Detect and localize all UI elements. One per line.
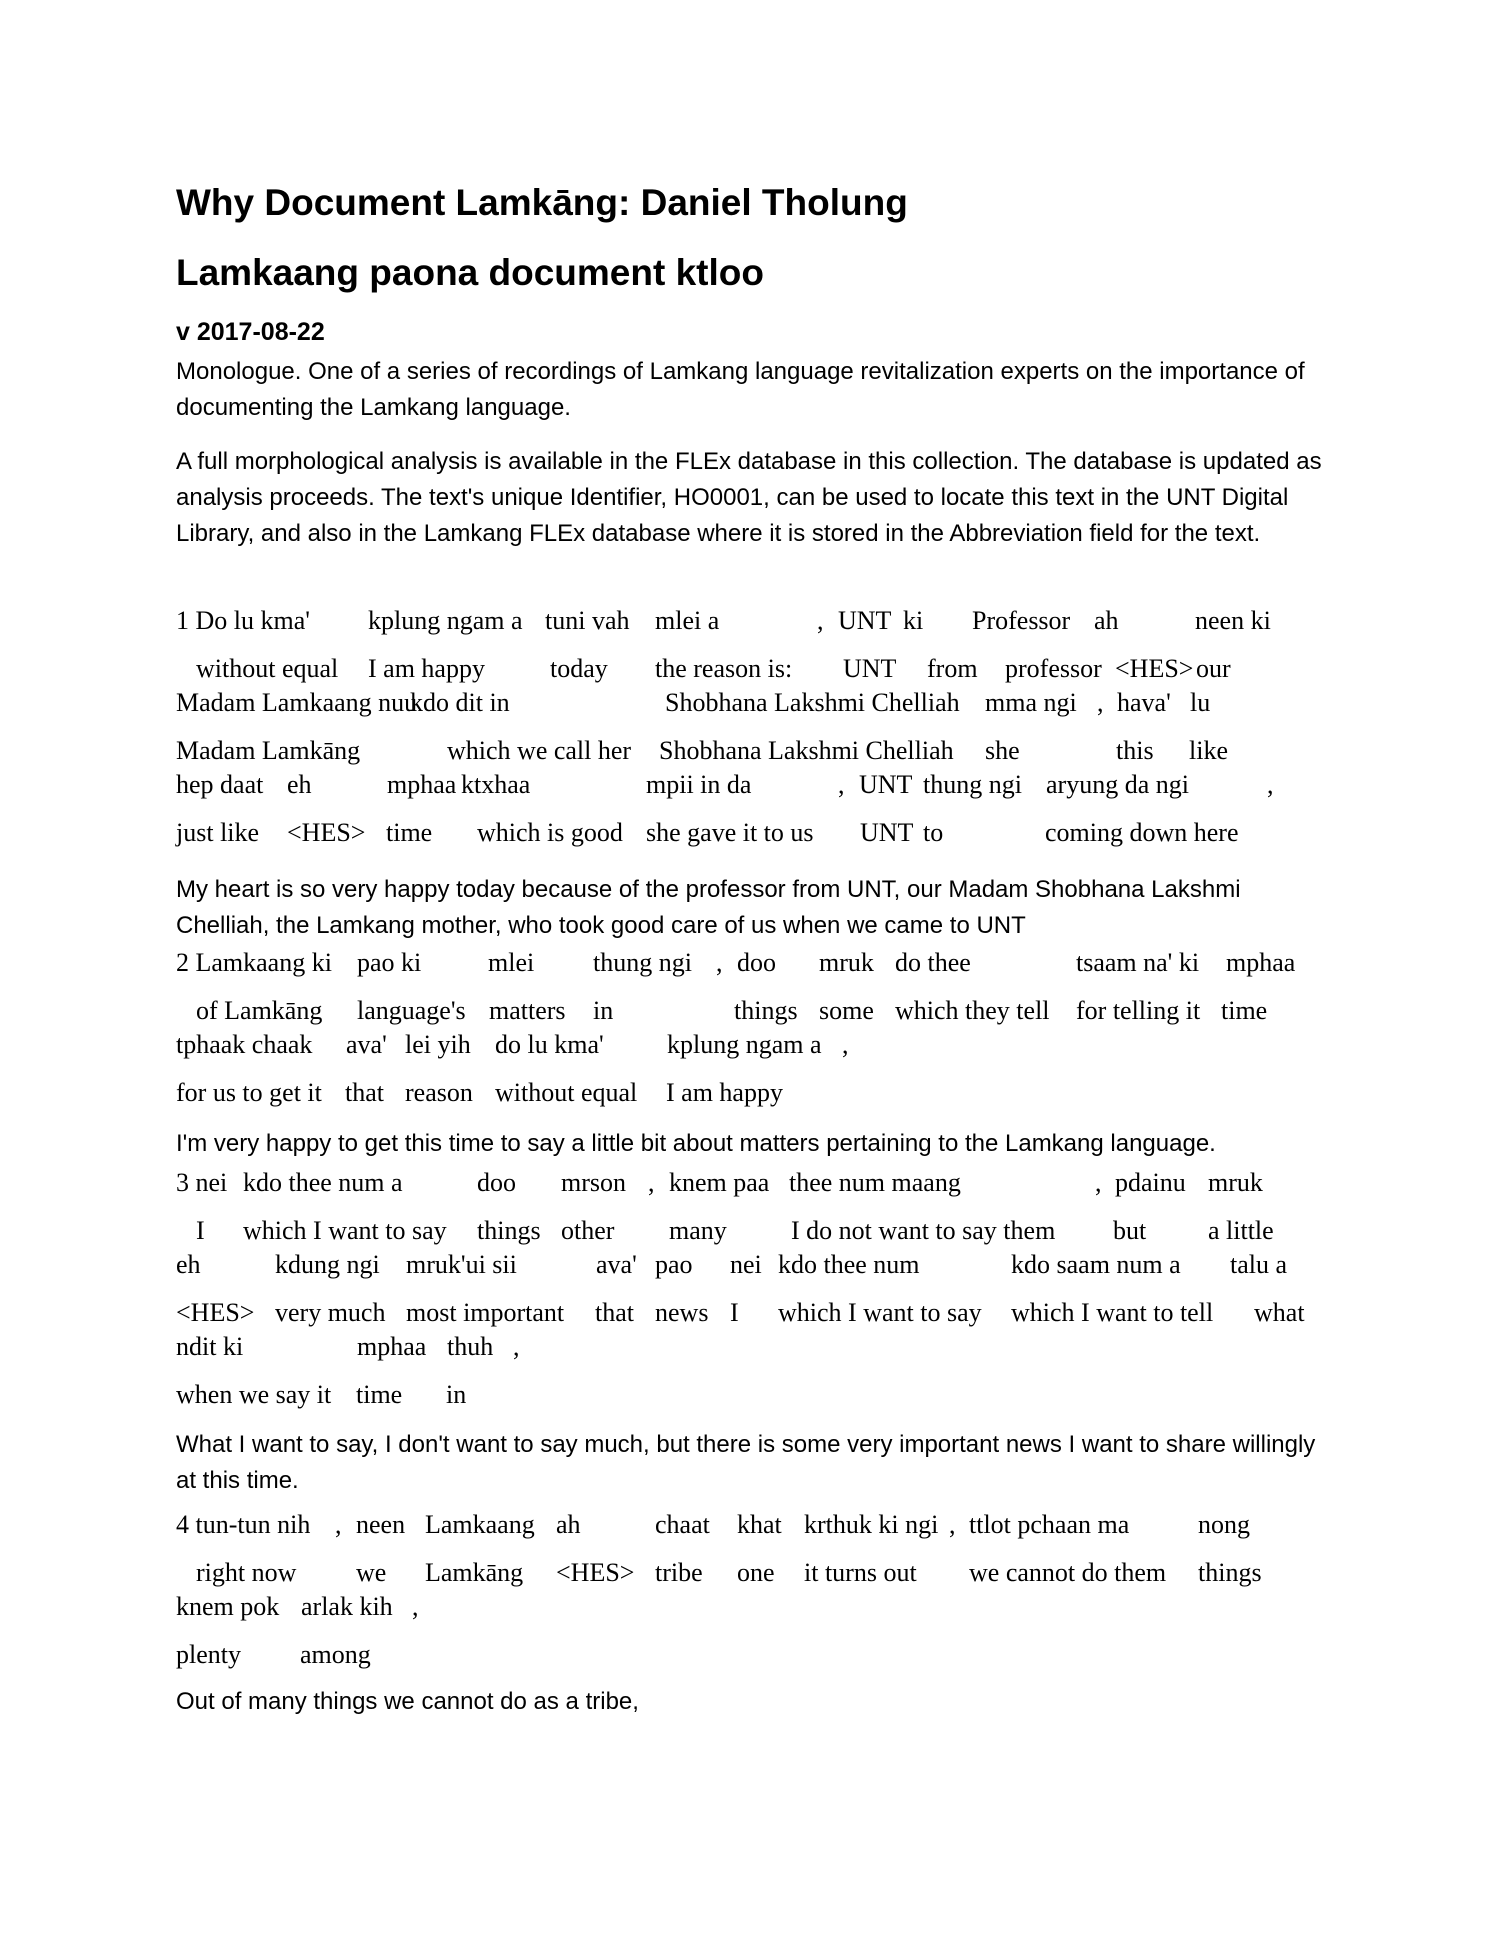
gloss-word: other (561, 1216, 615, 1245)
lamkang-word: ktxhaa (461, 770, 531, 799)
gloss-word: that (345, 1078, 384, 1107)
lamkang-word: thee num maang (789, 1168, 961, 1197)
lamkang-word: kdo saam num a (1011, 1250, 1181, 1279)
gloss-word: right now (196, 1558, 297, 1587)
gloss-word: <HES> (176, 1298, 255, 1327)
lamkang-word: mphaa (357, 1332, 427, 1361)
lamkang-word: mruk'ui sii (406, 1250, 517, 1279)
lamkang-word: kdo thee num a (243, 1168, 403, 1197)
version-label: v 2017-08-22 (176, 318, 325, 346)
gloss-word: I am happy (666, 1078, 783, 1107)
lamkang-word: eh (176, 1250, 201, 1279)
lamkang-word: , (842, 1030, 849, 1059)
lamkang-word: mlei a (655, 606, 720, 635)
lamkang-word: knem pok (176, 1592, 280, 1621)
gloss-word: one (737, 1558, 775, 1587)
lamkang-word: mphaa (1226, 948, 1296, 977)
gloss-word: things (477, 1216, 541, 1245)
gloss-word: which I want to say (243, 1216, 447, 1245)
lamkang-word: , (817, 606, 824, 635)
lamkang-word: hava' (1117, 688, 1171, 717)
gloss-word: we cannot do them (969, 1558, 1167, 1587)
gloss-word: among (300, 1640, 371, 1669)
lamkang-word: pao (655, 1250, 693, 1279)
lamkang-word: thuh (447, 1332, 494, 1361)
lamkang-word: ah (1094, 606, 1119, 635)
lamkang-word: kplung ngam a (667, 1030, 822, 1059)
lamkang-word: UNT (859, 770, 913, 799)
gloss-word: it turns out (804, 1558, 917, 1587)
gloss-word: <HES> (556, 1558, 635, 1587)
lamkang-word: , (838, 770, 845, 799)
gloss-word: reason (405, 1078, 473, 1107)
gloss-word: I (730, 1298, 739, 1327)
lamkang-word: , (716, 948, 723, 977)
gloss-word: I am happy (368, 654, 485, 683)
gloss-word: language's (357, 996, 466, 1025)
lamkang-word: mrson (561, 1168, 626, 1197)
lamkang-word: neen ki (1195, 606, 1271, 635)
gloss-word: time (356, 1380, 403, 1409)
gloss-word: Madam Lamkāng (176, 736, 361, 765)
gloss-word: <HES> (1115, 654, 1194, 683)
gloss-word: which they tell (895, 996, 1050, 1025)
lamkang-word: tphaak chaak (176, 1030, 313, 1059)
lamkang-word: UNT (838, 606, 892, 635)
lamkang-word: lei yih (405, 1030, 471, 1059)
gloss-word: without equal (495, 1078, 638, 1107)
gloss-word: a little (1208, 1216, 1274, 1245)
gloss-word: to (923, 818, 944, 847)
gloss-word: which is good (477, 818, 623, 847)
lamkang-word: hep daat (176, 770, 264, 799)
free-translation: Out of many things we cannot do as a tribe, (176, 1688, 639, 1715)
lamkang-word: doo (477, 1168, 516, 1197)
gloss-word: which I want to say (778, 1298, 982, 1327)
free-translation: I'm very happy to get this time to say a little bit about matters pertaining to the Lamkang language. (176, 1130, 1216, 1157)
lamkang-word: Lamkaang (425, 1510, 535, 1539)
gloss-word: some (819, 996, 874, 1025)
lamkang-word: 1 Do lu kma' (176, 606, 310, 635)
lamkang-word: , (1095, 1168, 1102, 1197)
lamkang-word: , (1267, 770, 1274, 799)
lamkang-word: kplung ngam a (368, 606, 523, 635)
lamkang-word: 4 tun-tun nih (176, 1510, 311, 1539)
gloss-word: she gave it to us (646, 818, 814, 847)
gloss-word: which I want to tell (1011, 1298, 1214, 1327)
lamkang-word: eh (287, 770, 312, 799)
gloss-word: very much (275, 1298, 386, 1327)
gloss-word: tribe (655, 1558, 703, 1587)
gloss-word: I do not want to say them (791, 1216, 1056, 1245)
lamkang-word: lu (1190, 688, 1211, 717)
gloss-word: UNT (843, 654, 897, 683)
lamkang-word: ttlot pchaan ma (969, 1510, 1130, 1539)
gloss-word: what (1254, 1298, 1305, 1327)
lamkang-word: mruk (819, 948, 874, 977)
gloss-word: today (550, 654, 608, 683)
gloss-word: professor (1005, 654, 1102, 683)
lamkang-word: kdo dit in (410, 688, 510, 717)
lamkang-word: ah (556, 1510, 581, 1539)
gloss-word: of Lamkāng (196, 996, 323, 1025)
lamkang-word: , (335, 1510, 342, 1539)
intro-paragraph: Monologue. One of a series of recordings of Lamkang language revitalization experts on the importance of documenting the Lamkang language. (176, 358, 1305, 421)
lamkang-word: knem paa (669, 1168, 770, 1197)
lamkang-word: 2 Lamkaang ki (176, 948, 332, 977)
lamkang-word: kdung ngi (275, 1250, 380, 1279)
lamkang-word: chaat (655, 1510, 710, 1539)
intro-paragraph: A full morphological analysis is available in the FLEx database in this collection. The database is updated as analysis proceeds. The text's unique Identifier, HO0001, can be used to locate this text in the UNT Digital Library, and also in the Lamkang FLEx database where it is stored in the Abbreviation field for the text. (176, 448, 1322, 547)
gloss-word: that (595, 1298, 634, 1327)
lamkang-word: arlak kih (301, 1592, 393, 1621)
lamkang-word: thung ngi (593, 948, 692, 977)
lamkang-word: thung ngi (923, 770, 1022, 799)
gloss-word: I (196, 1216, 205, 1245)
lamkang-word: mpii in da (646, 770, 752, 799)
gloss-word: many (669, 1216, 727, 1245)
free-translation: What I want to say, I don't want to say much, but there is some very important news I want to share willingly at this time. (176, 1431, 1316, 1494)
gloss-word: from (927, 654, 978, 683)
gloss-word: when we say it (176, 1380, 332, 1409)
document-subtitle: Lamkaang paona document ktloo (176, 252, 764, 293)
gloss-word: plenty (176, 1640, 241, 1669)
gloss-word: UNT (860, 818, 914, 847)
lamkang-word: ava' (346, 1030, 387, 1059)
lamkang-word: Professor (972, 606, 1071, 635)
gloss-word: in (593, 996, 614, 1025)
document-title: Why Document Lamkāng: Daniel Tholung (176, 182, 908, 223)
gloss-word: <HES> (287, 818, 366, 847)
gloss-word: for telling it (1076, 996, 1201, 1025)
gloss-word: matters (489, 996, 566, 1025)
gloss-word: things (1198, 1558, 1262, 1587)
lamkang-word: doo (737, 948, 776, 977)
lamkang-word: kdo thee num (778, 1250, 920, 1279)
gloss-word: without equal (196, 654, 339, 683)
lamkang-word: talu a (1230, 1250, 1288, 1279)
lamkang-word: mlei (488, 948, 535, 977)
lamkang-word: krthuk ki ngi (804, 1510, 939, 1539)
lamkang-word: mma ngi (985, 688, 1077, 717)
gloss-word: the reason is: (655, 654, 793, 683)
lamkang-word: aryung da ngi (1046, 770, 1189, 799)
lamkang-word: khat (737, 1510, 782, 1539)
gloss-word: which we call her (447, 736, 632, 765)
gloss-word: Lamkāng (425, 1558, 524, 1587)
free-translation: My heart is so very happy today because of the professor from UNT, our Madam Shobhana Lakshmi Chelliah, the Lamkang mother, who took good care of us when we came to UNT (176, 876, 1241, 939)
gloss-word: this (1116, 736, 1154, 765)
lamkang-word: mphaa (387, 770, 457, 799)
lamkang-word: mruk (1208, 1168, 1263, 1197)
gloss-word: Shobhana Lakshmi Chelliah (659, 736, 954, 765)
gloss-word: like (1189, 736, 1228, 765)
lamkang-word: , (513, 1332, 520, 1361)
gloss-word: but (1113, 1216, 1147, 1245)
gloss-word: coming down here (1045, 818, 1239, 847)
lamkang-word: , (648, 1168, 655, 1197)
lamkang-word: nong (1198, 1510, 1250, 1539)
lamkang-word: , (949, 1510, 956, 1539)
lamkang-word: tuni vah (545, 606, 630, 635)
gloss-word: most important (406, 1298, 565, 1327)
lamkang-word: nei (730, 1250, 762, 1279)
gloss-word: time (1221, 996, 1268, 1025)
lamkang-word: Shobhana Lakshmi Chelliah (665, 688, 960, 717)
gloss-word: we (356, 1558, 387, 1587)
lamkang-word: pao ki (357, 948, 422, 977)
gloss-word: things (734, 996, 798, 1025)
lamkang-word: ndit ki (176, 1332, 244, 1361)
gloss-word: she (985, 736, 1020, 765)
lamkang-word: do lu kma' (495, 1030, 604, 1059)
lamkang-word: pdainu (1115, 1168, 1186, 1197)
lamkang-word: ki (903, 606, 924, 635)
lamkang-word: ava' (596, 1250, 637, 1279)
gloss-word: news (655, 1298, 709, 1327)
lamkang-word: neen (356, 1510, 406, 1539)
lamkang-word: 3 nei (176, 1168, 228, 1197)
lamkang-word: tsaam na' ki (1076, 948, 1200, 977)
gloss-word: just like (176, 818, 260, 847)
lamkang-word: Madam Lamkaang nuu (176, 688, 418, 717)
lamkang-word: do thee (895, 948, 971, 977)
lamkang-word: , (1097, 688, 1104, 717)
gloss-word: in (446, 1380, 467, 1409)
gloss-word: time (386, 818, 433, 847)
gloss-word: our (1196, 654, 1231, 683)
gloss-word: for us to get it (176, 1078, 322, 1107)
lamkang-word: , (412, 1592, 419, 1621)
